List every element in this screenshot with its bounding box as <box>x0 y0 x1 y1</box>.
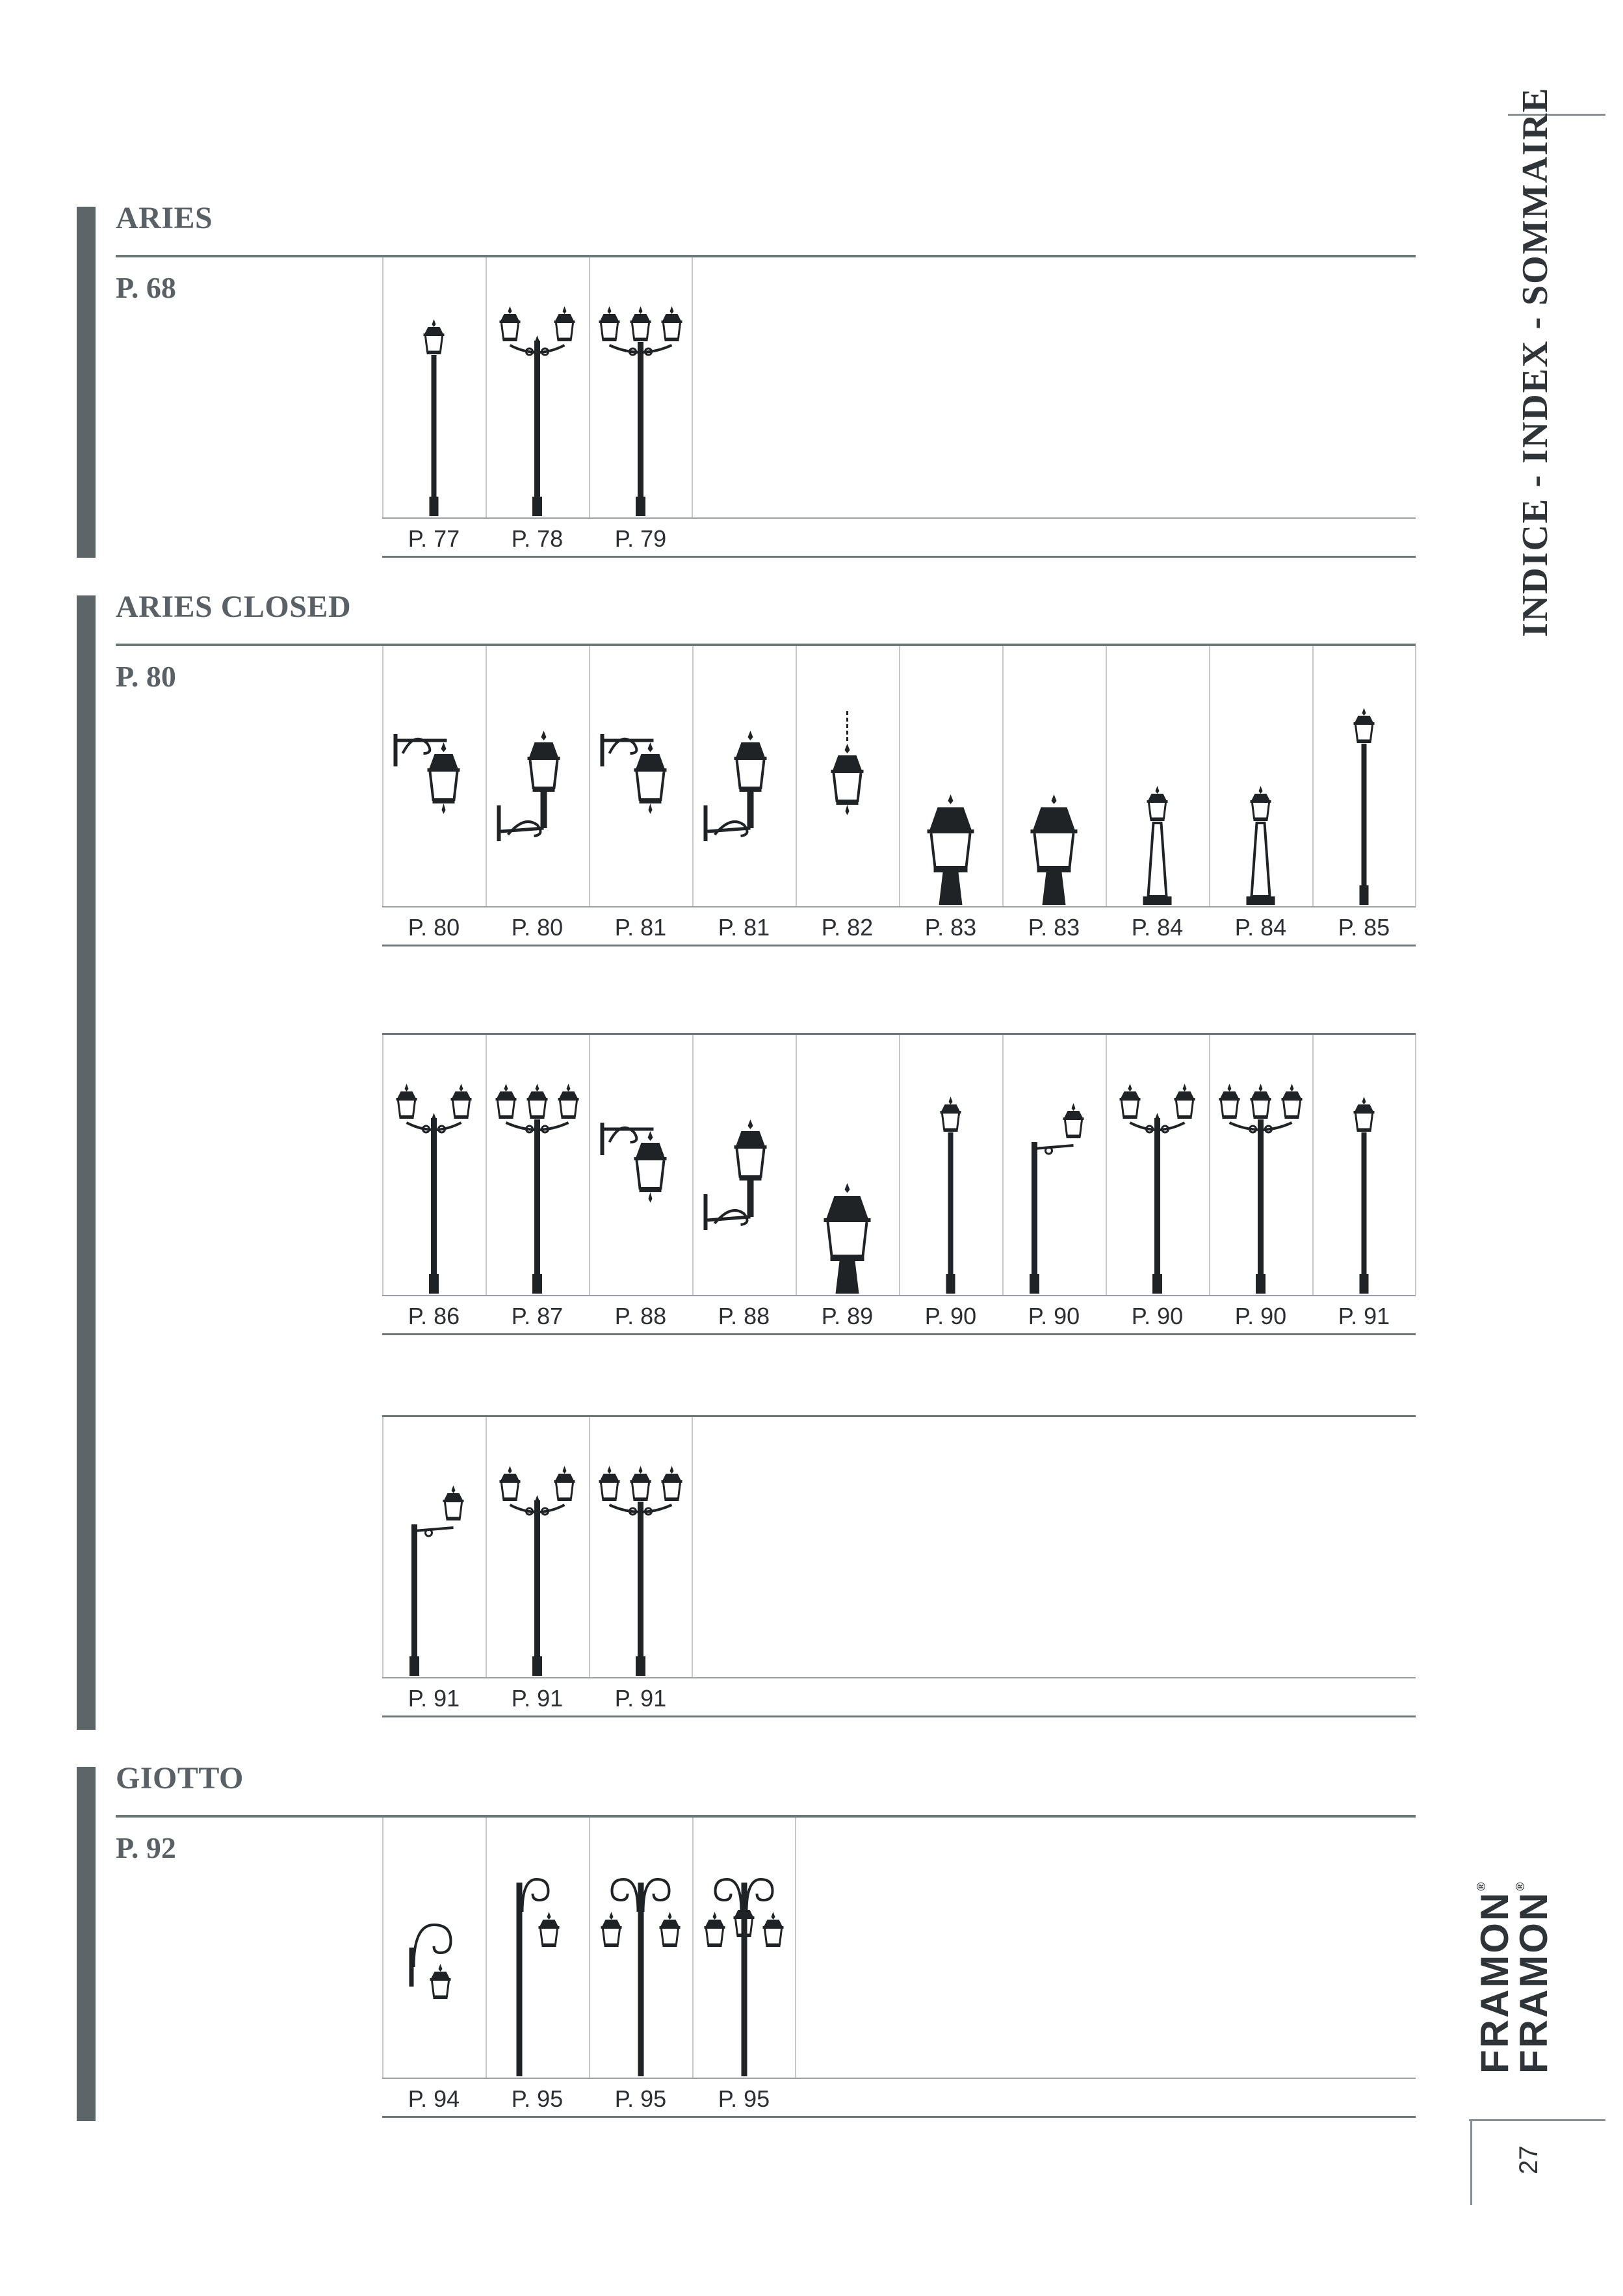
section-page-ref: P. 80 <box>116 660 176 693</box>
brand-logo-repeat <box>1514 1880 1553 2074</box>
product-page-ref[interactable]: P. 91 <box>408 1685 460 1712</box>
product-page-ref[interactable]: P. 91 <box>614 1685 667 1712</box>
pendant-lamp-icon <box>796 646 899 906</box>
section-title: GIOTTO <box>116 1761 244 1795</box>
product-cell[interactable] <box>1312 646 1416 945</box>
product-cell[interactable] <box>1209 646 1312 945</box>
product-page-ref[interactable]: P. 83 <box>1028 914 1080 941</box>
lamp-post-side-arm-icon <box>1002 1035 1106 1295</box>
product-cell[interactable] <box>899 646 1002 945</box>
lamp-post-single-icon <box>1312 1035 1416 1295</box>
product-page-ref[interactable]: P. 87 <box>511 1303 564 1329</box>
short-post-lamp-icon <box>1209 646 1312 906</box>
product-cell[interactable] <box>1002 646 1106 945</box>
product-cell[interactable] <box>382 1035 486 1334</box>
bollard-lamp-icon <box>899 646 1002 906</box>
short-post-lamp-icon <box>1106 646 1209 906</box>
sidebar-divider <box>1470 2120 1472 2205</box>
sidebar-bottom-rule <box>1469 2119 1605 2121</box>
product-cell[interactable] <box>382 1818 486 2117</box>
product-page-ref[interactable]: P. 79 <box>614 525 667 552</box>
scroll-post-single-icon <box>486 1818 589 2078</box>
brand-logo-mark: ® <box>1514 1880 1527 1891</box>
lamp-post-triple-icon <box>486 1035 589 1295</box>
wall-lamp-upright-icon <box>692 646 796 906</box>
product-row <box>382 1415 1416 1721</box>
product-cell[interactable] <box>589 1035 692 1334</box>
product-page-ref[interactable]: P. 84 <box>1131 914 1184 941</box>
product-cell[interactable] <box>382 1417 486 1716</box>
wall-lamp-upright-icon <box>692 1035 796 1295</box>
product-page-ref[interactable]: P. 82 <box>821 914 874 941</box>
product-cell[interactable] <box>692 1035 796 1334</box>
wall-lamp-hanging-icon <box>589 1035 692 1295</box>
lamp-post-single-icon <box>382 257 486 517</box>
lamp-post-triple-icon <box>1209 1035 1312 1295</box>
product-cell[interactable] <box>899 1035 1002 1334</box>
wall-lamp-upright-icon <box>486 646 589 906</box>
product-cell[interactable] <box>589 646 692 945</box>
lamp-post-triple-icon <box>589 1417 692 1677</box>
lamp-post-double-icon <box>486 257 589 517</box>
product-cell[interactable] <box>486 1035 589 1334</box>
product-page-ref[interactable]: P. 91 <box>511 1685 564 1712</box>
product-row <box>382 1816 1416 2121</box>
lamp-post-single-icon <box>1312 646 1416 906</box>
product-page-ref[interactable]: P. 78 <box>511 525 564 552</box>
product-cell[interactable] <box>486 1417 589 1716</box>
scroll-post-double-icon <box>589 1818 692 2078</box>
product-cell[interactable] <box>589 1818 692 2117</box>
product-page-ref[interactable]: P. 85 <box>1338 914 1390 941</box>
product-page-ref[interactable]: P. 90 <box>1131 1303 1184 1329</box>
lamp-post-double-icon <box>1106 1035 1209 1295</box>
product-page-ref[interactable]: P. 86 <box>408 1303 460 1329</box>
lamp-post-single-icon <box>899 1035 1002 1295</box>
product-page-ref[interactable]: P. 94 <box>408 2085 460 2112</box>
product-page-ref[interactable]: P. 88 <box>718 1303 770 1329</box>
product-row <box>382 255 1416 561</box>
product-page-ref[interactable]: P. 80 <box>408 914 460 941</box>
product-cell[interactable] <box>1209 1035 1312 1334</box>
section-bar-giotto <box>77 1767 96 2121</box>
product-page-ref[interactable]: P. 90 <box>1028 1303 1080 1329</box>
lamp-post-double-icon <box>382 1035 486 1295</box>
product-page-ref[interactable]: P. 81 <box>718 914 770 941</box>
scroll-post-triple-icon <box>692 1818 796 2078</box>
section-bar-aries-closed <box>77 595 96 1730</box>
section-page-ref: P. 68 <box>116 271 176 304</box>
product-page-ref[interactable]: P. 95 <box>718 2085 770 2112</box>
product-cell[interactable] <box>486 646 589 945</box>
product-cell[interactable] <box>1002 1035 1106 1334</box>
product-cell[interactable] <box>692 646 796 945</box>
section-bar-aries <box>77 207 96 558</box>
wall-lamp-hanging-icon <box>589 646 692 906</box>
product-page-ref[interactable]: P. 84 <box>1234 914 1287 941</box>
product-cell[interactable] <box>589 1417 692 1716</box>
lamp-post-triple-icon <box>589 257 692 517</box>
bollard-lamp-icon <box>1002 646 1106 906</box>
bollard-lamp-icon <box>796 1035 899 1295</box>
wall-lamp-scroll-icon <box>382 1818 486 2078</box>
product-page-ref[interactable]: P. 95 <box>511 2085 564 2112</box>
product-page-ref[interactable]: P. 91 <box>1338 1303 1390 1329</box>
product-cell[interactable] <box>589 257 692 556</box>
product-cell[interactable] <box>1312 1035 1416 1334</box>
section-page-ref: P. 92 <box>116 1831 176 1864</box>
product-page-ref[interactable]: P. 88 <box>614 1303 667 1329</box>
product-row <box>382 644 1416 950</box>
product-cell[interactable] <box>1106 646 1209 945</box>
product-page-ref[interactable]: P. 90 <box>924 1303 977 1329</box>
lamp-post-double-icon <box>486 1417 589 1677</box>
product-page-ref[interactable]: P. 77 <box>408 525 460 552</box>
brand-logo-text: FRAMON <box>1512 1890 1555 2074</box>
brand-logo-text: FRAMON <box>1473 1890 1516 2074</box>
product-page-ref[interactable]: P. 89 <box>821 1303 874 1329</box>
product-page-ref[interactable]: P. 95 <box>614 2085 667 2112</box>
product-row <box>382 1033 1416 1338</box>
page-number: 27 <box>1514 2145 1543 2174</box>
product-cell[interactable] <box>382 257 486 556</box>
product-cell[interactable] <box>796 1035 899 1334</box>
product-page-ref[interactable]: P. 81 <box>614 914 667 941</box>
product-page-ref[interactable]: P. 83 <box>924 914 977 941</box>
product-cell[interactable] <box>486 1818 589 2117</box>
sidebar-title: INDICE - INDEX - SOMMAIRE <box>1515 86 1555 637</box>
wall-lamp-hanging-icon <box>382 646 486 906</box>
section-title: ARIES <box>116 201 213 235</box>
product-cell[interactable] <box>692 1818 796 2117</box>
product-page-ref[interactable]: P. 80 <box>511 914 564 941</box>
product-cell[interactable] <box>796 646 899 945</box>
brand-logo-mark: ® <box>1475 1880 1488 1891</box>
product-cell[interactable] <box>382 646 486 945</box>
section-title: ARIES CLOSED <box>116 590 352 624</box>
lamp-post-side-arm-icon <box>382 1417 486 1677</box>
product-page-ref[interactable]: P. 90 <box>1234 1303 1287 1329</box>
product-cell[interactable] <box>486 257 589 556</box>
brand-logo <box>1475 1880 1514 2074</box>
product-cell[interactable] <box>1106 1035 1209 1334</box>
